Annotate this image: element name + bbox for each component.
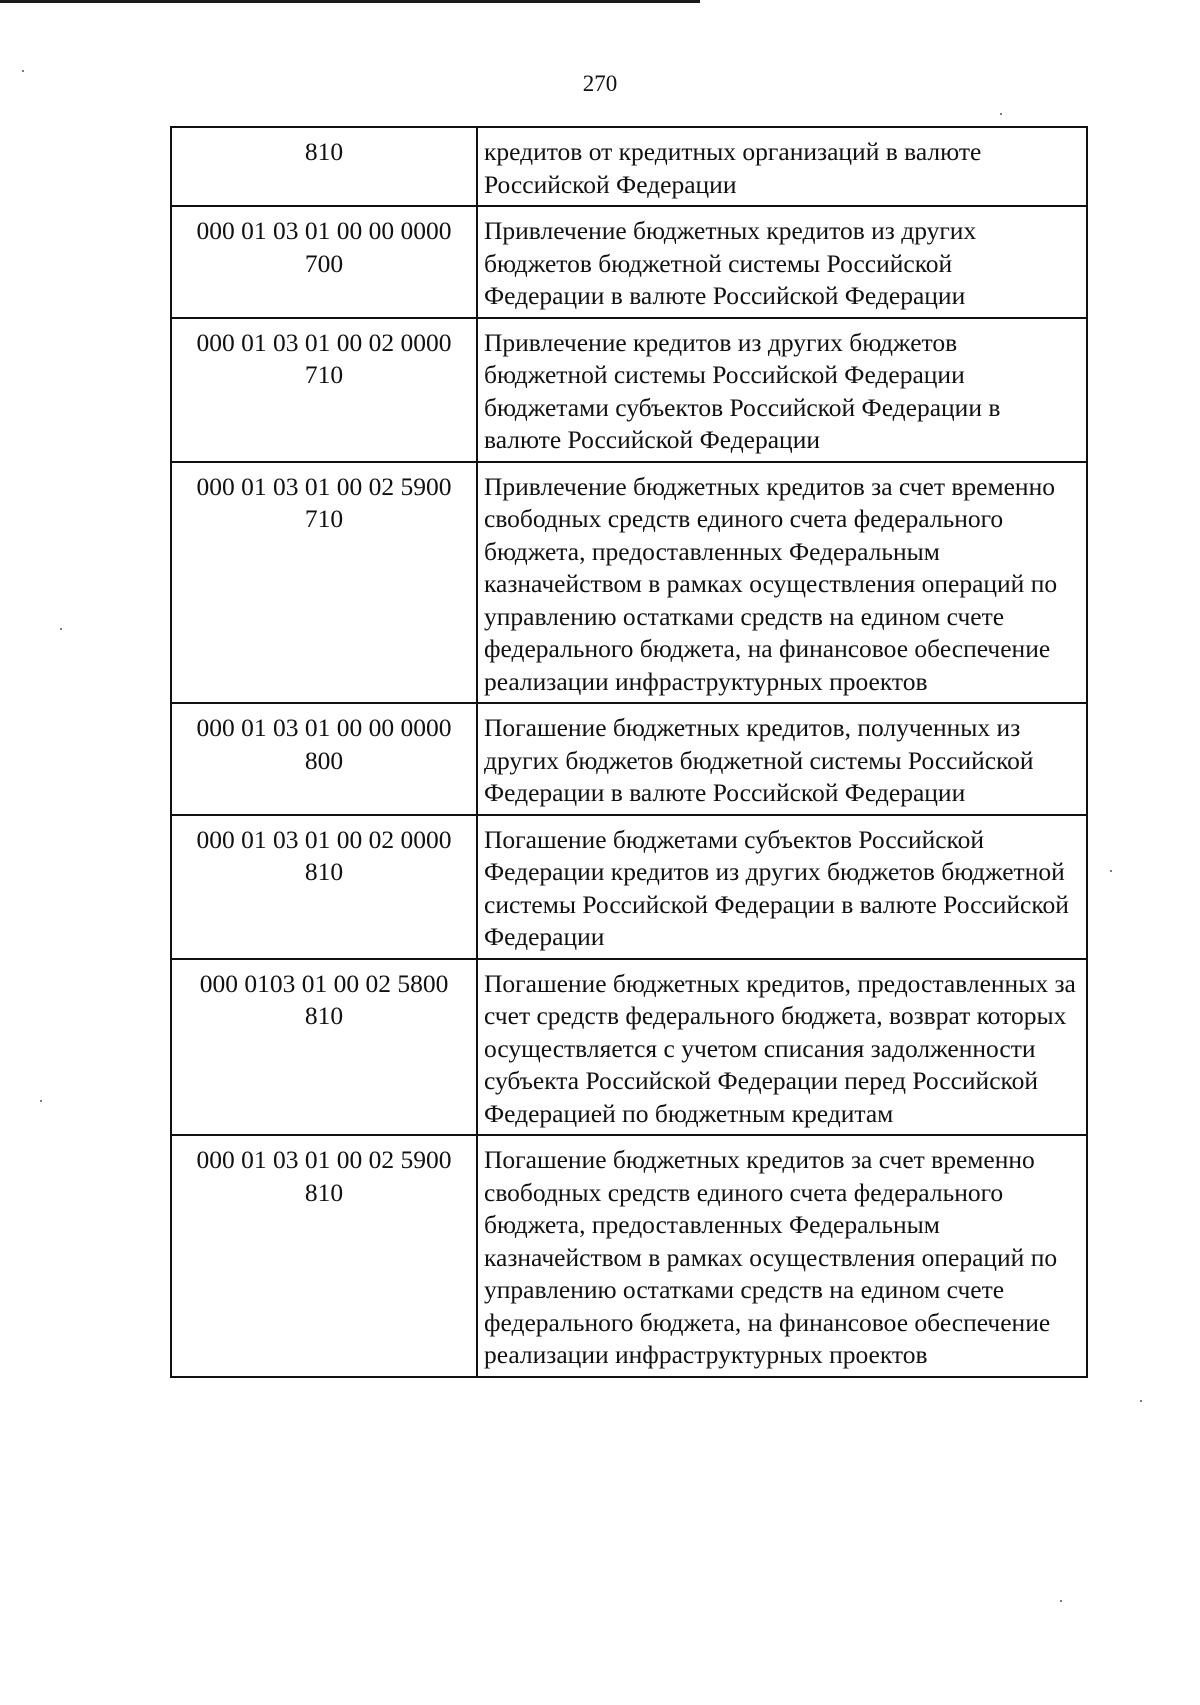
scan-speck xyxy=(1000,113,1002,115)
scan-speck xyxy=(1140,1400,1142,1402)
classification-code: 000 01 03 01 00 02 5900 810 xyxy=(171,1135,477,1377)
classification-code: 000 01 03 01 00 00 0000 800 xyxy=(171,703,477,815)
classification-code: 000 01 03 01 00 02 5900 710 xyxy=(171,462,477,704)
table-row xyxy=(171,815,1087,959)
classification-description: Погашение бюджетных кредитов за счет временно свободных средств единого счета федерального бюджета, предоставленных Федеральным казначейством в рамках осуществления операций по управлению остатками средств на едином счете федерального бюджета, на финансовое обеспечение реализации инфраструктурных проектов xyxy=(477,1135,1087,1377)
classification-code: 000 0103 01 00 02 5800 810 xyxy=(171,959,477,1136)
scan-speck xyxy=(40,1100,42,1102)
table-row xyxy=(171,1135,1087,1377)
scan-speck xyxy=(22,70,24,72)
classification-description: Привлечение кредитов из других бюджетов бюджетной системы Российской Федерации бюджетами субъектов Российской Федерации в валюте Российской Федерации xyxy=(477,318,1087,462)
classification-description: Привлечение бюджетных кредитов из других бюджетов бюджетной системы Российской Федерации в валюте Российской Федерации xyxy=(477,206,1087,318)
classification-description: Привлечение бюджетных кредитов за счет временно свободных средств единого счета федерального бюджета, предоставленных Федеральным казначейством в рамках осуществления операций по управлению остатками средств на едином счете федерального бюджета, на финансовое обеспечение реализации инфраструктурных проектов xyxy=(477,462,1087,704)
table-row xyxy=(171,462,1087,704)
page-number: 270 xyxy=(582,71,618,96)
table-row xyxy=(171,318,1087,462)
scan-top-rule xyxy=(0,0,700,3)
classification-description: Погашение бюджетами субъектов Российской Федерации кредитов из других бюджетов бюджетной системы Российской Федерации в валюте Российской Федерации xyxy=(477,815,1087,959)
scan-speck xyxy=(1110,870,1112,872)
table-row xyxy=(171,206,1087,318)
classification-code: 810 xyxy=(171,127,477,206)
classification-description: Погашение бюджетных кредитов, предоставленных за счет средств федерального бюджета, возврат которых осуществляется с учетом списания задолженности субъекта Российской Федерации перед Российской Федерацией по бюджетным кредитам xyxy=(477,959,1087,1136)
budget-classification-table xyxy=(170,126,1088,1378)
table-row xyxy=(171,703,1087,815)
table-row xyxy=(171,127,1087,206)
table-row xyxy=(171,959,1087,1136)
classification-code: 000 01 03 01 00 02 0000 810 xyxy=(171,815,477,959)
classification-description: кредитов от кредитных организаций в валюте Российской Федерации xyxy=(477,127,1087,206)
scan-speck xyxy=(60,628,62,630)
classification-code: 000 01 03 01 00 00 0000 700 xyxy=(171,206,477,318)
classification-code: 000 01 03 01 00 02 0000 710 xyxy=(171,318,477,462)
classification-description: Погашение бюджетных кредитов, полученных из других бюджетов бюджетной системы Российской Федерации в валюте Российской Федерации xyxy=(477,703,1087,815)
scan-speck xyxy=(1060,1600,1062,1602)
